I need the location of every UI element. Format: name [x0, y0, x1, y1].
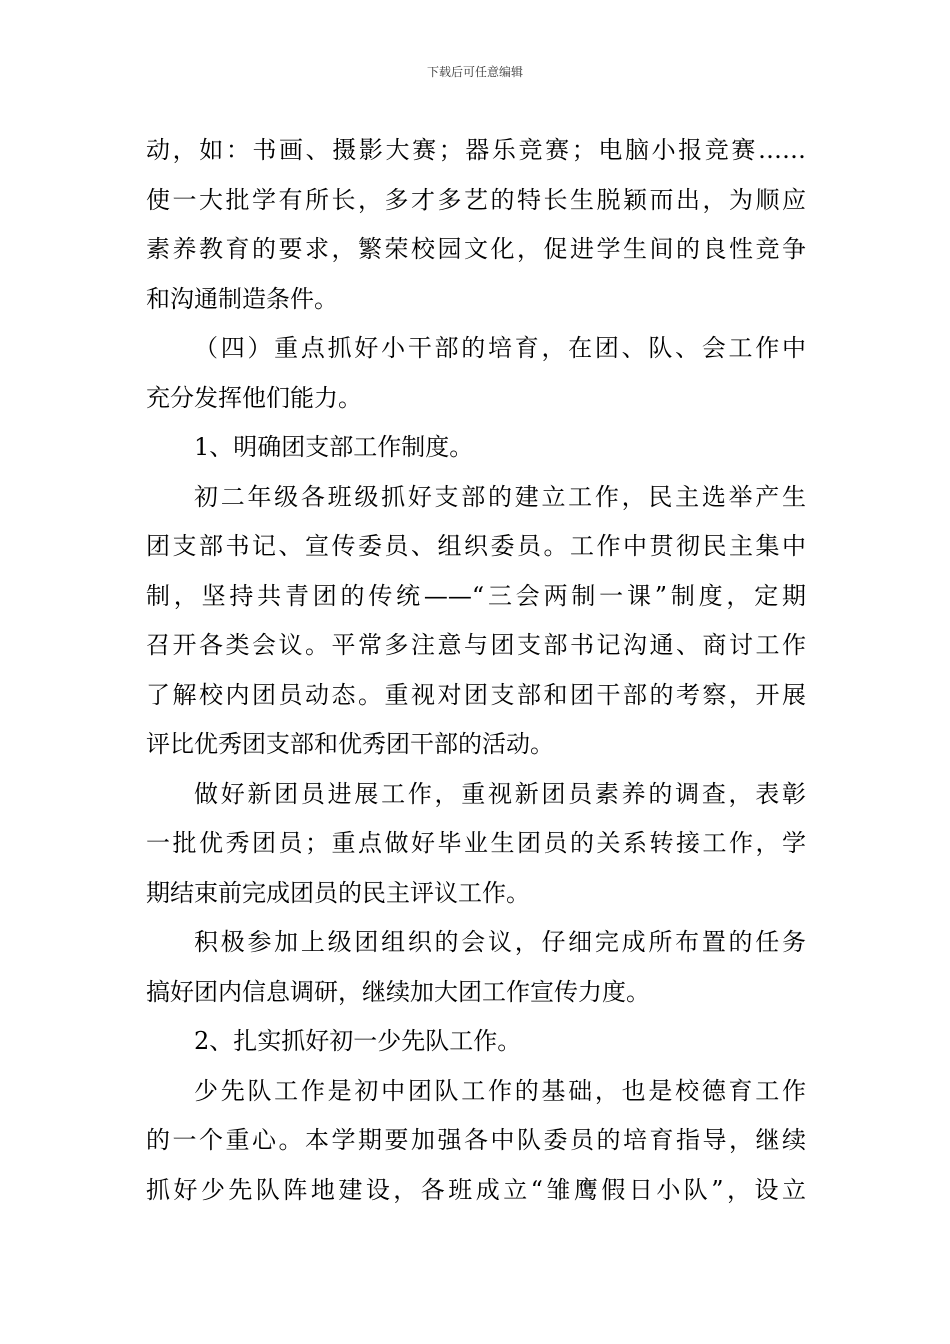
text-line: 和沟通制造条件。 — [146, 284, 338, 313]
text-line: 初二年级各班级抓好支部的建立工作，民主选举产生 — [194, 482, 806, 511]
text-line: 召开各类会议。平常多注意与团支部书记沟通、商讨工作 — [146, 631, 806, 659]
text-line: 抓好少先队阵地建设，各班成立“雏鹰假日小队”，设立 — [146, 1175, 806, 1204]
text-line: 素养教育的要求，繁荣校园文化，促进学生间的良性竞争 — [146, 235, 806, 263]
paragraph — [146, 126, 806, 324]
text-line: 充分发挥他们能力。 — [146, 383, 362, 412]
text-line: 评比优秀团支部和优秀团干部的活动。 — [146, 730, 554, 758]
text-line: 少先队工作是初中团队工作的基础，也是校德育工作 — [194, 1076, 806, 1105]
text-line: 一批优秀团员；重点做好毕业生团员的关系转接工作，学 — [146, 829, 806, 857]
text-line: 积极参加上级团组织的会议，仔细完成所布置的任务 — [194, 928, 806, 956]
paragraph — [146, 473, 806, 770]
text-line: 搞好团内信息调研，继续加大团工作宣传力度。 — [146, 977, 650, 1006]
text-line: 动，如：书画、摄影大赛；器乐竞赛；电脑小报竞赛…… — [146, 136, 806, 164]
page-header: 下载后可任意编辑 — [426, 65, 523, 79]
text-line: （四）重点抓好小干部的培育，在团、队、会工作中 — [194, 334, 806, 362]
text-line: 2、扎实抓好初一少先队工作。 — [194, 1027, 522, 1055]
paragraph — [146, 918, 806, 1017]
text-line: 做好新团员进展工作，重视新团员素养的调查，表彰 — [194, 779, 806, 808]
paragraph — [146, 1017, 806, 1067]
paragraph — [146, 1067, 806, 1216]
text-line: 的一个重心。本学期要加强各中队委员的培育指导，继续 — [146, 1126, 806, 1154]
document-body — [146, 126, 806, 1215]
text-line: 制，坚持共青团的传统——“三会两制一课”制度，定期 — [146, 581, 806, 610]
text-line: 1、明确团支部工作制度。 — [194, 433, 474, 461]
paragraph — [146, 770, 806, 919]
text-line: 期结束前完成团员的民主评议工作。 — [146, 878, 530, 907]
text-line: 使一大批学有所长，多才多艺的特长生脱颖而出，为顺应 — [146, 185, 806, 214]
paragraph — [146, 324, 806, 423]
paragraph — [146, 423, 806, 473]
text-line: 团支部书记、宣传委员、组织委员。工作中贯彻民主集中 — [146, 532, 806, 560]
text-line: 了解校内团员动态。重视对团支部和团干部的考察，开展 — [146, 680, 806, 709]
